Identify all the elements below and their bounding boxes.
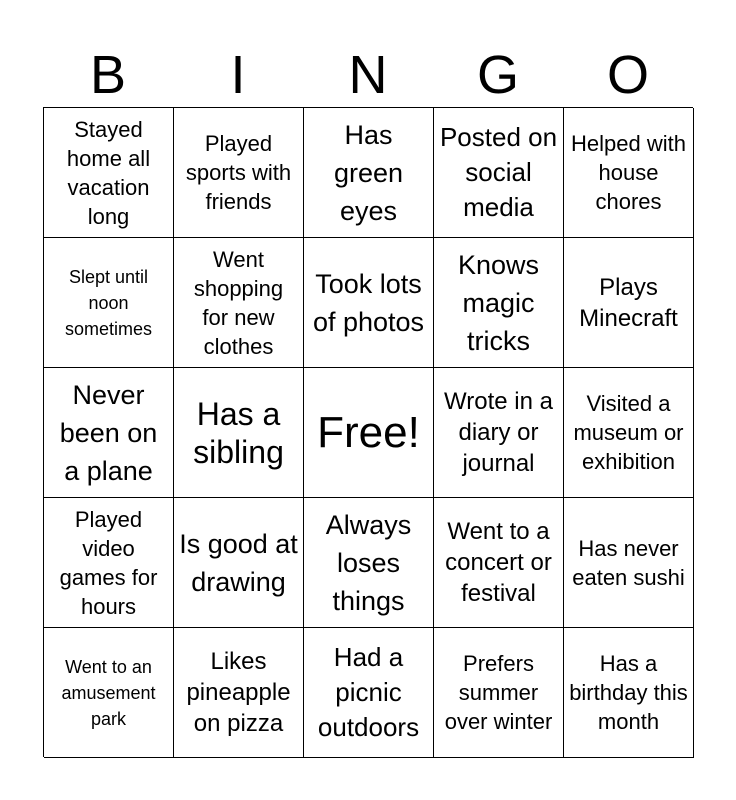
bingo-cell-free[interactable] xyxy=(304,368,434,498)
cell-text: Has a birthday this month xyxy=(569,651,688,734)
cell-text: Prefers summer over winter xyxy=(444,651,553,734)
bingo-cell[interactable] xyxy=(304,108,434,238)
bingo-cell[interactable] xyxy=(434,498,564,628)
header-letter-i: I xyxy=(230,45,246,105)
bingo-cell[interactable] xyxy=(44,498,174,628)
bingo-cell[interactable] xyxy=(174,108,304,238)
cell-text: Played sports with friends xyxy=(185,131,292,214)
bingo-cell[interactable] xyxy=(174,498,304,628)
bingo-cell[interactable] xyxy=(304,238,434,368)
cell-text: Helped with house chores xyxy=(571,131,686,214)
cell-text: Took lots of photos xyxy=(312,268,425,337)
cell-text: Likes pineapple on pizza xyxy=(186,648,291,737)
bingo-cell[interactable] xyxy=(304,498,434,628)
bingo-cell[interactable] xyxy=(434,108,564,238)
bingo-cell[interactable] xyxy=(434,238,564,368)
bingo-cell[interactable] xyxy=(174,368,304,498)
cell-text: Always loses things xyxy=(325,509,412,616)
header-letter-n: N xyxy=(348,45,388,105)
cell-text: Went to an amusement park xyxy=(61,656,156,729)
cell-text: Free! xyxy=(317,407,420,457)
cell-text: Has a sibling xyxy=(193,395,284,470)
cell-text: Went to a concert or festival xyxy=(445,518,552,607)
cell-text: Stayed home all vacation long xyxy=(66,116,151,229)
cell-text: Posted on social media xyxy=(439,122,558,222)
cell-text: Went shopping for new clothes xyxy=(193,246,284,359)
bingo-cell[interactable] xyxy=(174,628,304,758)
cell-text: Slept until noon sometimes xyxy=(64,266,153,339)
header-letter-b: B xyxy=(89,45,127,105)
cell-text: Visited a museum or exhibition xyxy=(573,391,684,474)
bingo-cell[interactable] xyxy=(44,628,174,758)
header-letter-o: O xyxy=(606,45,649,105)
bingo-cell[interactable] xyxy=(564,108,694,238)
bingo-header xyxy=(43,44,693,106)
bingo-cell[interactable] xyxy=(564,238,694,368)
cell-text: Had a picnic outdoors xyxy=(317,642,420,742)
header-letter-g: G xyxy=(476,45,519,105)
cell-text: Wrote in a diary or journal xyxy=(444,388,553,477)
bingo-cell[interactable] xyxy=(44,368,174,498)
bingo-cell[interactable] xyxy=(304,628,434,758)
cell-text: Has green eyes xyxy=(333,119,404,226)
bingo-cell[interactable] xyxy=(564,628,694,758)
cell-text: Played video games for hours xyxy=(59,506,158,619)
cell-text: Is good at drawing xyxy=(179,528,298,597)
bingo-cell[interactable] xyxy=(564,498,694,628)
bingo-cell[interactable] xyxy=(174,238,304,368)
bingo-cell[interactable] xyxy=(564,368,694,498)
bingo-cell[interactable] xyxy=(44,108,174,238)
cell-text: Has never eaten sushi xyxy=(572,535,685,590)
bingo-cell[interactable] xyxy=(434,628,564,758)
bingo-cell[interactable] xyxy=(434,368,564,498)
cell-text: Plays Minecraft xyxy=(579,273,678,332)
bingo-cell[interactable] xyxy=(44,238,174,368)
cell-text: Never been on a plane xyxy=(59,379,158,486)
bingo-board xyxy=(43,107,693,757)
cell-text: Knows magic tricks xyxy=(457,249,540,356)
